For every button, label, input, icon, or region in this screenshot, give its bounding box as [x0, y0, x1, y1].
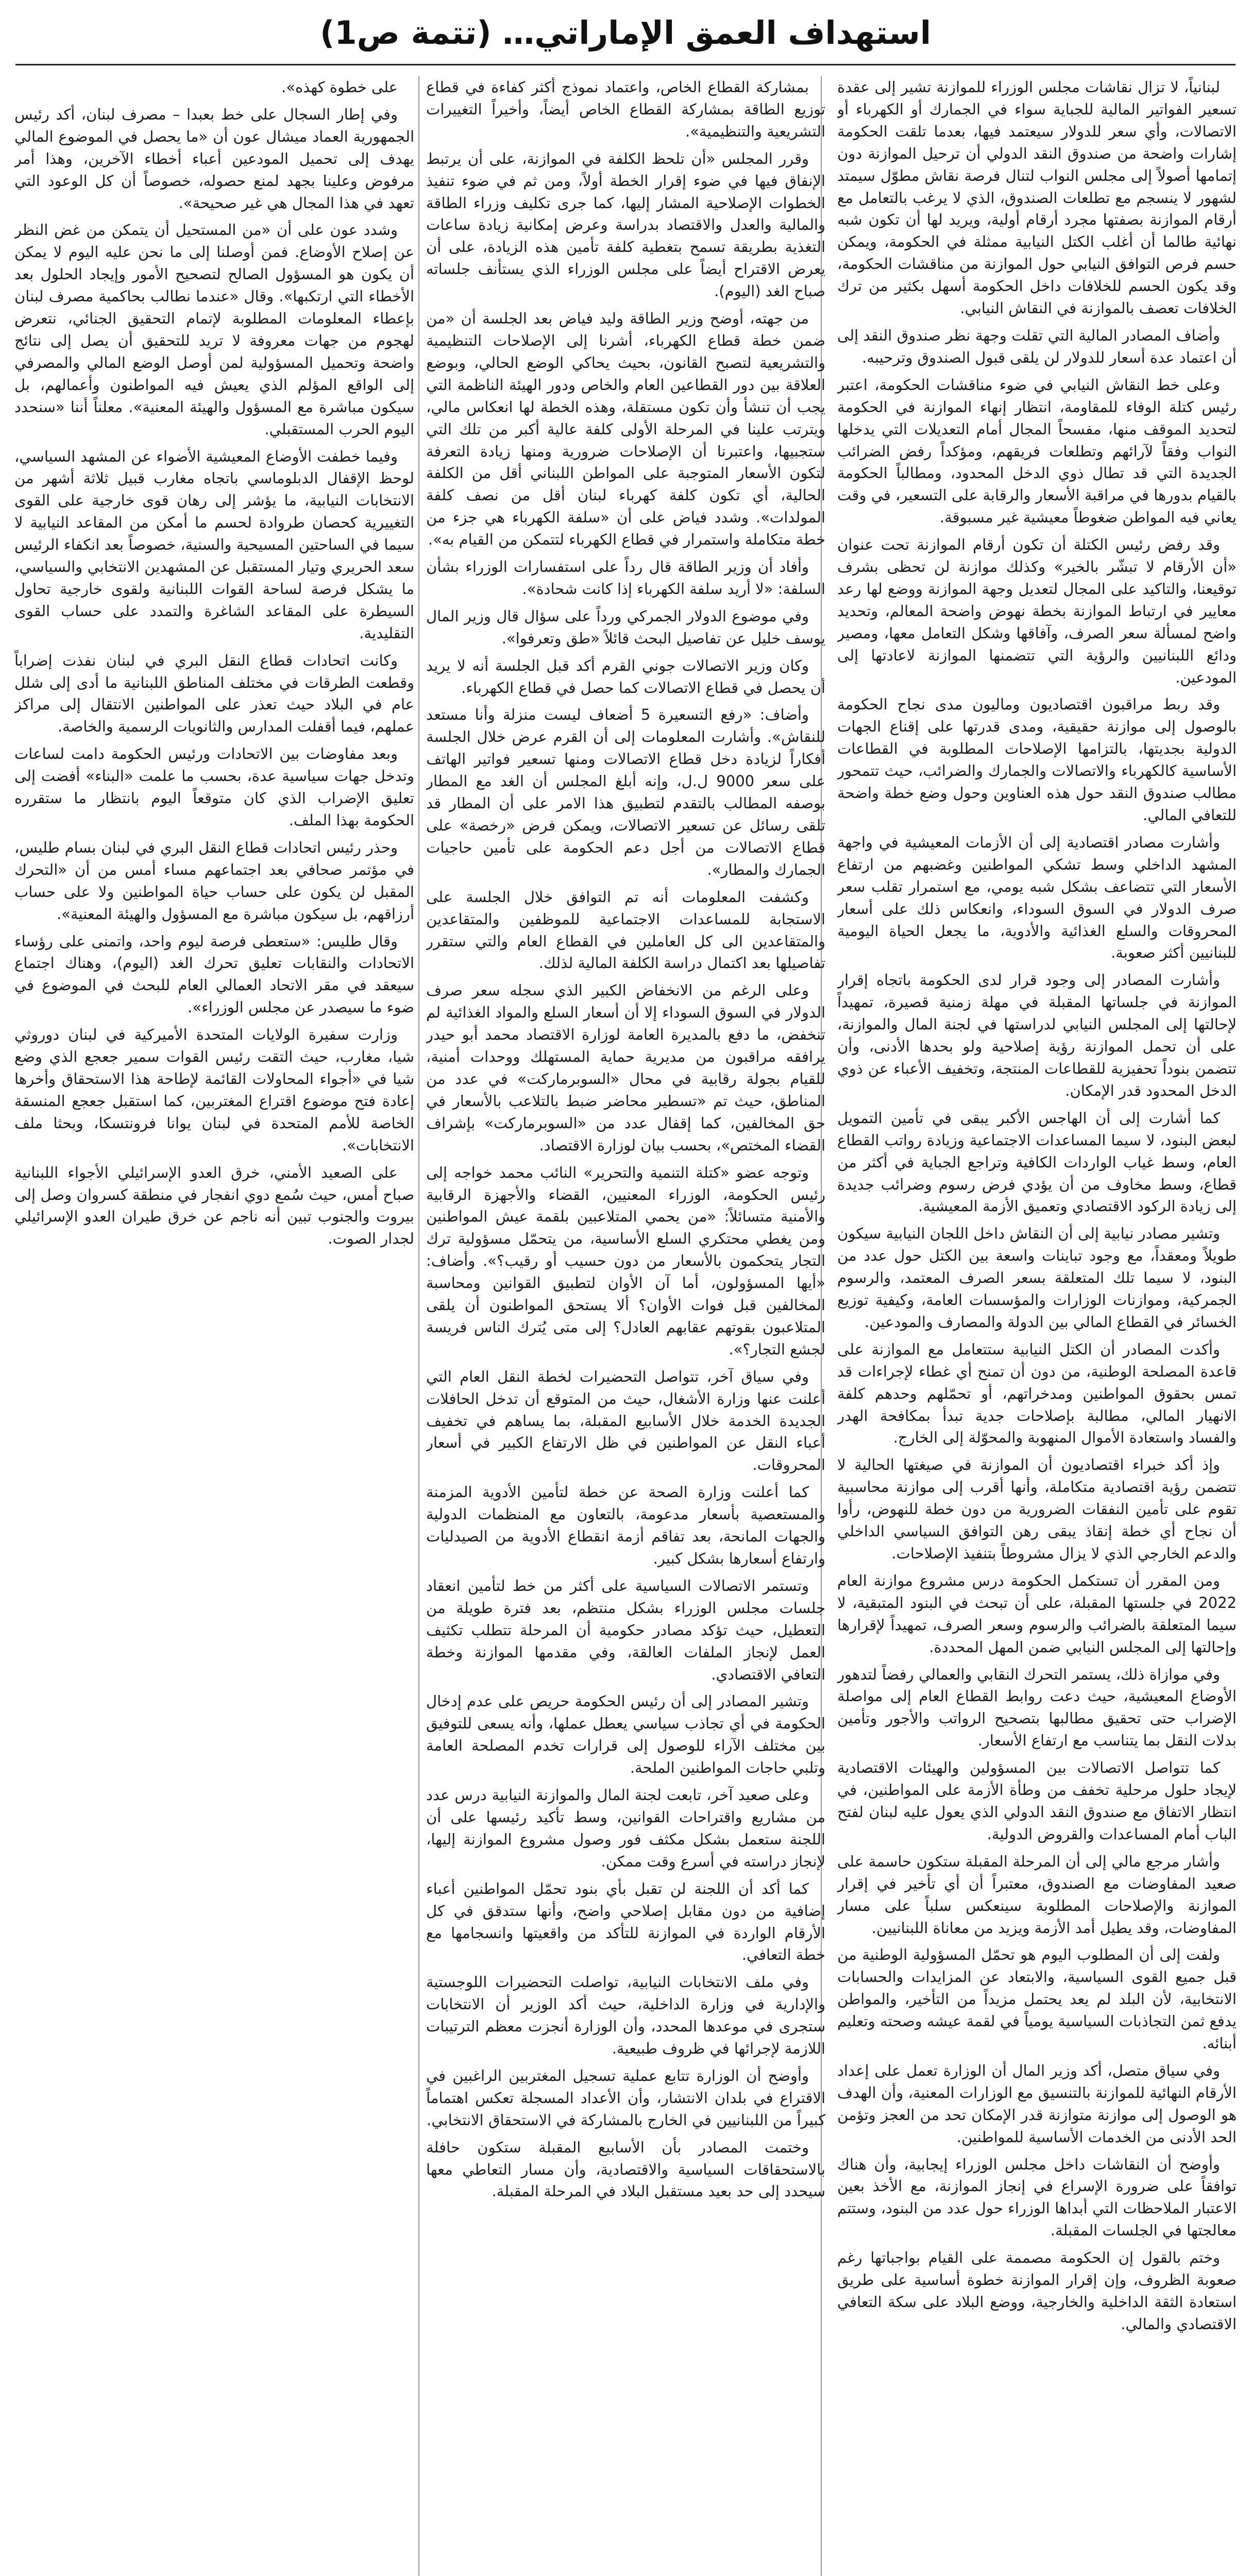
paragraph: وأشارت المصادر إلى وجود قرار لدى الحكومة باتجاه إقرار الموازنة في جلساتها المقبلة في مهلة زمنية قصيرة، تمهيداً لإحالتها إلى المجلس النيابي لدراستها في لجنة المال والموازنة، على أن تحمل الموازنة رؤية إصلاحية ولو بحدها الأدنى، وأن تتضمن بنوداً تحفيزية للقطاعات المنتجة، وتخفيف الأعباء عن ذوي الدخل المحدود قدر الإمكان. [837, 971, 1237, 1099]
paragraph: وقد ربط مراقبون اقتصاديون وماليون مدى نجاح الحكومة بالوصول إلى موازنة حقيقية، ومدى قدرتها على إقناع الجهات الدولية بجديتها، بالتزامها الإصلاحات المطلوبة في القطاعات الأساسية كالكهرباء والاتصالات والجمارك والضرائب، حيث تتمحور مطالب صندوق النقد حول هذه العناوين وحول وضع خطة واضحة للتعافي المالي. [837, 696, 1237, 824]
paragraph: وزارت سفيرة الولايات المتحدة الأميركية في لبنان دوروثي شيا، مغارب، حيث التقت رئيس القوات سمير جعجع الذي وضع شيا في «أجواء المحاولات القائمة لإطاحة هذا الاستحقاق وأخرها إعادة فتح موضوع اقتراع المغتربين، كما استقبل جعجع المنسقة الخاصة للأمم المتحدة في لبنان يوانا فرونتسكا، وبحثا ملف الانتخابات». [14, 1026, 414, 1154]
paragraph: وكشفت المعلومات أنه تم التوافق خلال الجلسة على الاستجابة للمساعدات الاجتماعية للموظفين والمتقاعدين والمتقاعدين الى كل العاملين في القطاع العام والتي ستقرر تفاصيلها بعد اكتمال دراسة الكلفة المالية لذلك. [426, 888, 825, 972]
paragraph: كما أكد أن اللجنة لن تقبل بأي بنود تحمّل المواطنين أعباء إضافية من دون مقابل إصلاحي واضح، وأنها ستدقق في كل الأرقام الواردة في الموازنة للتأكد من واقعيتها وانسجامها مع خطة التعافي. [426, 1879, 825, 1964]
paragraph: وفي موضوع الدولار الجمركي ورداً على سؤال قال وزير المال يوسف خليل عن تفاصيل البحث قائلاً «طق وتعرفوا». [426, 607, 825, 647]
text-column-middle [426, 76, 825, 2576]
text-column-right [837, 76, 1237, 2576]
paragraph: وأشار مرجع مالي إلى أن المرحلة المقبلة ستكون حاسمة على صعيد المفاوضات مع الصندوق، معتبراً أن أي تأخير في إقرار الموازنة والإصلاحات المطلوبة سينعكس سلباً على مسار المفاوضات، وقد يطيل أمد الأزمة ويزيد من معاناة اللبنانيين. [837, 1852, 1237, 1937]
paragraph: ولفت إلى أن المطلوب اليوم هو تحمّل المسؤولية الوطنية من قبل جميع القوى السياسية، والابتعاد عن المزايدات والحسابات الانتخابية، لأن البلد لم يعد يحتمل مزيداً من التأخير، والمواطن يدفع ثمن التجاذبات السياسية يومياً في لقمة عيشه وصحته وتعليم أبنائه. [837, 1946, 1237, 2053]
paragraph: وتشير مصادر نيابية إلى أن النقاش داخل اللجان النيابية سيكون طويلاً ومعقداً، مع وجود تباينات واسعة بين الكتل حول عدد من البنود، لا سيما تلك المتعلقة بسعر الصرف المعتمد، والرسوم الجمركية، وموازنات الوزارات والمؤسسات العامة، وكيفية توزيع الخسائر في القطاع المالي بين الدولة والمصارف والمودعين. [837, 1225, 1237, 1331]
paragraph: وفي موازاة ذلك، يستمر التحرك النقابي والعمالي رفضاً لتدهور الأوضاع المعيشية، حيث دعت روابط القطاع العام إلى مواصلة الإضراب حتى تحقيق مطالبها بتصحيح الرواتب والأجور وتأمين بدلات النقل بما يتناسب مع ارتفاع الأسعار. [837, 1665, 1237, 1750]
paragraph: وعلى الرغم من الانخفاض الكبير الذي سجله سعر صرف الدولار في السوق السوداء إلا أن أسعار السلع والمواد الغذائية لم تنخفض، ما دفع بالمديرة العامة لوزارة الاقتصاد محمد أبو حيدر يرافقه مراقبون من مديرية حماية المستهلك ووحدات أمنية، للقيام بجولة رقابية في محال «السوبرماركت» في عدد من المناطق، حيث تم «تسطير محاضر ضبط بالتلاعب بالأسعار في حق المخالفين، كما إقفال عدد من «السوبرماركت» بإشراف القضاء المختص»، بحسب بيان لوزارة الاقتصاد. [426, 981, 825, 1154]
paragraph: لبنانياً، لا تزال نقاشات مجلس الوزراء للموازنة تشير إلى عقدة تسعير الفواتير المالية للجباية سواء في الجمارك أو الكهرباء أو الاتصالات، وأي سعر للدولار سيعتمد فيها، بعدما تلقت الحكومة إشارات واضحة من صندوق النقد الدولي أن ترحيل الموازنة دون إتمامها أصولاً إلى مجلس النواب لتنال فرصة نقاش مطوّل سيمتد لشهور لا ينسجم مع تطلعات الصندوق، الذي لا يرغب بالتعامل مع أرقام الموازنة بصفتها مجرد أرقام أولية، ويريد لها أن تكون شبه نهائية طالما أن أغلب الكتل النيابية ممثلة في الحكومة، ويمكن حسم فرص التوافق النيابي حول الموازنة من مناقشات الحكومة، وقد يكون الحسم للخلافات داخل الحكومة أسهل بكثير من ترك الخلافات تعصف بالموازنة في النقاش النيابي. [837, 78, 1237, 317]
paragraph: من جهته، أوضح وزير الطاقة وليد فياض بعد الجلسة أن «من ضمن خطة قطاع الكهرباء، أشرنا إلى الإصلاحات التنظيمية والتشريعية لتصبح القانون، بحيث يحاكي الوضع الحالي، وبوضع العلاقة بين دور القطاعين العام والخاص ودور الهيئة الناظمة التي يجب أن تنشأ وأن تكون مستقلة، وهذه الخطة لها انعكاس مالي، ويترتب علينا في المرحلة الأولى كلفة عالية أكبر من تلك التي ستجبيها، واعتبرنا أن الإصلاحات ضرورية ومنها زيادة التعرفة لتكون الأسعار المتوجبة على المواطن اللبناني أقل من الكلفة الحالية، أي تكون كلفة كهرباء لبنان أقل من نصف كلفة المولدات». وشدد فياض على أن «سلفة الكهرباء هي جزء من خطة متكاملة واستمرار في قطاع الكهرباء لتتمكن من القيام به». [426, 310, 825, 549]
article-body [0, 76, 1251, 2576]
paragraph: وقرر المجلس «أن تلحظ الكلفة في الموازنة، على أن يرتبط الإنفاق فيها في ضوء إقرار الخطة أولاً، ومن ثم في ضوء تنفيذ الخطوات الإصلاحية المشار إليها، كما جرى تكليف وزراء الطاقة والمالية والعدل والاقتصاد بدراسة وعرض إمكانية زيادة ساعات التغذية بطريقة تسمح بتغطية كلفة تأمين هذه الزيادة، على أن يعرض الاقتراح أيضاً على مجلس الوزراء الذي يستأنف جلساته صباح الغد (اليوم). [426, 149, 825, 300]
paragraph: وفي إطار السجال على خط بعبدا – مصرف لبنان، أكد رئيس الجمهورية العماد ميشال عون أن «ما يحصل في الموضوع المالي يهدف إلى تحميل المودعين أعباء أخطاء الآخرين، وهذا أمر مرفوض وعلينا بجهد لمنع حصوله، خصوصاً أن كل الوعود التي تعهد في هذا المجال هي غير صحيحة». [14, 105, 414, 212]
paragraph: بمشاركة القطاع الخاص، واعتماد نموذج أكثر كفاءة في قطاع توزيع الطاقة بمشاركة القطاع الخاص أيضاً، وأخيراً التغييرات التشريعية والتنظيمية». [426, 78, 825, 140]
paragraph: وأوضح أن النقاشات داخل مجلس الوزراء إيجابية، وأن هناك توافقاً على ضرورة الإسراع في إنجاز الموازنة، مع الأخذ بعين الاعتبار الملاحظات التي أبداها الوزراء حول عدد من البنود، وستتم معالجتها في الجلسات المقبلة. [837, 2155, 1237, 2240]
paragraph: وأفاد أن وزير الطاقة قال رداً على استفسارات الوزراء بشأن السلفة: «لا أريد سلفة الكهرباء إذا كانت شحادة». [426, 558, 825, 598]
paragraph: وكانت اتحادات قطاع النقل البري في لبنان نفذت إضراباً وقطعت الطرقات في مختلف المناطق اللبنانية ما أدى إلى شلل عام في البلاد حيث تعذر على المواطنين الانتقال إلى مراكز عملهم، فيما أقفلت المدارس والثانويات الرسمية والخاصة. [14, 651, 414, 736]
paragraph: وفي سياق متصل، أكد وزير المال أن الوزارة تعمل على إعداد الأرقام النهائية للموازنة بالتنسيق مع الوزارات المعنية، وأن الهدف هو الوصول إلى موازنة متوازنة قدر الإمكان تحد من العجز وتؤمن الحد الأدنى من الخدمات الأساسية للمواطنين. [837, 2061, 1237, 2146]
paragraph: وأشارت مصادر اقتصادية إلى أن الأزمات المعيشية في واجهة المشهد الداخلي وسط تشكي المواطنين وغضبهم من ارتفاع الأسعار التي تتضاعف بشكل شبه يومي، مع استمرار تقلب سعر صرف الدولار في السوق السوداء، وانعكاس ذلك على أسعار المحروقات والسلع الغذائية والأدوية، ما يجعل الحياة اليومية للبنانيين أكثر صعوبة. [837, 833, 1237, 962]
paragraph: وعلى خط النقاش النيابي في ضوء مناقشات الحكومة، اعتبر رئيس كتلة الوفاء للمقاومة، انتظار إنهاء الموازنة في الحكومة لتحديد الموقف منها، مفسحاً المجال أمام التعديلات التي يدخلها النواب وفقاً لآرائهم وتطلعات فريقهم، ومؤكداً رفض الضرائب الجديدة التي قد تطال ذوي الدخل المحدود، ومطالباً الحكومة بالقيام بدورها في مراقبة الأسعار والرقابة على التسعير، في وقت يعاني فيه المواطن ضغوطاً معيشية غير مسبوقة. [837, 376, 1237, 527]
paragraph: ومن المقرر أن تستكمل الحكومة درس مشروع موازنة العام 2022 في جلستها المقبلة، على أن تبحث في البنود المتبقية، لا سيما المتعلقة بالضرائب والرسوم وسعر الصرف، تمهيداً لإقرارها وإحالتها إلى المجلس النيابي ضمن المهل المحددة. [837, 1571, 1237, 1656]
paragraph: وكان وزير الاتصالات جوني القرم أكد قبل الجلسة أنه لا يريد أن يحصل في قطاع الاتصالات كما حصل في قطاع الكهرباء. [426, 656, 825, 697]
headline-area [0, 4, 1251, 61]
paragraph: وختم بالقول إن الحكومة مصممة على القيام بواجباتها رغم صعوبة الظروف، وإن إقرار الموازنة خطوة أساسية على طريق استعادة الثقة الداخلية والخارجية، ووضع البلاد على سكة التعافي الاقتصادي والمالي. [837, 2249, 1237, 2333]
paragraph: وفيما خطفت الأوضاع المعيشية الأضواء عن المشهد السياسي، لوحظ الإقفال الدبلوماسي باتجاه مغارب قبيل ثلاثة أشهر من الانتخابات النيابية، ما يؤشر إلى رهان قوى خارجية على القوى التغييرية كحصان طروادة لحسم ما أمكن من المقاعد النيابية لا سيما في الساحتين المسيحية والسنية، خصوصاً بعد انكفاء الرئيس سعد الحريري وتيار المستقبل عن المشهدين الانتخابي والسياسي، ما يشكل فرصة لساحة القوات اللبنانية ولقوى خارجية تحاول السيطرة على المقاعد الشاغرة والتمدد على حساب القوى التقليدية. [14, 447, 414, 642]
paragraph: وحذر رئيس اتحادات قطاع النقل البري في لبنان بسام طليس، في مؤتمر صحافي بعد اجتماعهم مساء أمس من أن «التحرك المقبل لن يكون على حساب حياة المواطنين ولا على حساب أرزاقهم، بل سيكون مباشرة مع المسؤول والهيئة المعنية». [14, 838, 414, 923]
paragraph: وتستمر الاتصالات السياسية على أكثر من خط لتأمين انعقاد جلسات مجلس الوزراء بشكل منتظم، بعد فترة طويلة من التعطيل، حيث تؤكد مصادر حكومية أن المرحلة تتطلب تكثيف العمل لإنجاز الملفات العالقة، وفي مقدمها الموازنة وخطة التعافي الاقتصادي. [426, 1577, 825, 1683]
paragraph: وتوجه عضو «كتلة التنمية والتحرير» النائب محمد خواجه إلى رئيس الحكومة، الوزراء المعنيين، القضاء والأجهزة الرقابية والأمنية متسائلاً: «من يحمي المتلاعبين بلقمة عيش المواطنين ومن يغطي محتكري السلع الأساسية، من يتحمّل مسؤولية ترك التجار يتحكمون بالأسعار من دون حسيب أو رقيب؟». وأضاف: «أيها المسؤولون، أما آن الأوان لتطبيق القوانين ومحاسبة المخالفين قبل فوات الأوان؟ ألا يستحق المواطنون أن يلقى المتلاعبون بقوتهم عقابهم العادل؟ إلى متى يُترك الناس فريسة لجشع التجار؟». [426, 1163, 825, 1358]
paragraph: وفي سياق آخر، تتواصل التحضيرات لخطة النقل العام التي أعلنت عنها وزارة الأشغال، حيث من المتوقع أن تدخل الحافلات الجديدة الخدمة خلال الأسابيع المقبلة، بما يساهم في تخفيف أعباء النقل عن المواطنين في ظل الارتفاع الكبير في أسعار المحروقات. [426, 1367, 825, 1474]
paragraph: وعلى صعيد آخر، تابعت لجنة المال والموازنة النيابية درس عدد من مشاريع واقتراحات القوانين، وسط تأكيد رئيسها على أن اللجنة ستعمل بشكل مكثف فور وصول مشروع الموازنة إليها، لإنجاز دراسته في أسرع وقت ممكن. [426, 1786, 825, 1870]
paragraph: وفي ملف الانتخابات النيابية، تواصلت التحضيرات اللوجستية والإدارية في وزارة الداخلية، حيث أكد الوزير أن الانتخابات ستجرى في موعدها المحدد، وأن الوزارة أنجزت معظم الترتيبات اللازمة لإجرائها في ظروف طبيعية. [426, 1973, 825, 2058]
paragraph: وقال طليس: «ستعطى فرصة ليوم واحد، واتمنى على رؤساء الاتحادات والنقابات تعليق تحرك الغد (اليوم)، وهناك اجتماع سيعقد في مقر الاتحاد العمالي العام للبحث في الموضوع في ضوء ما سيصدر عن مجلس الوزراء». [14, 932, 414, 1016]
paragraph: وختمت المصادر بأن الأسابيع المقبلة ستكون حافلة بالاستحقاقات السياسية والاقتصادية، وأن مسار التعاطي معها سيحدد إلى حد بعيد مستقبل البلاد في المرحلة المقبلة. [426, 2138, 825, 2200]
paragraph: على خطوة كهذه». [281, 78, 398, 96]
paragraph: وشدد عون على أن «من المستحيل أن يتمكن من غض النظر عن إصلاح الأوضاع. فمن أوصلنا إلى ما نحن عليه اليوم لا يمكن أن يكون هو المسؤول الصالح لتصحيح الأمور وإيجاد الحلول بعد الأخطاء التي ارتكبها». وقال «عندما نطالب بحاكمية مصرف لبنان بإعطاء المعلومات المطلوبة لإتمام التحقيق الجنائي، نتعرض لهجوم من جهات معروفة لا تريد للتحقيق أن يصل إلى نتائج واضحة وتحميل المسؤولية لمن أوصل الوضع المالي والمصرفي إلى الواقع المؤلم الذي يعيش فيه المواطنون وأعمالهم، بل سيكون مباشرة مع المسؤول والهيئة المعنية». معلناً أننا «سنحدد اليوم الحرب المستقبلي. [14, 221, 414, 438]
paragraph: كما أشارت إلى أن الهاجس الأكبر يبقى في تأمين التمويل لبعض البنود، لا سيما المساعدات الاجتماعية وزيادة رواتب القطاع العام، وسط غياب الواردات الكافية وتراجع الجباية في أكثر من قطاع، وسط مخاوف من أن يؤدي فرض رسوم وضرائب جديدة إلى زيادة الركود الاقتصادي وتعميق الأزمة المعيشية. [837, 1109, 1237, 1215]
paragraph: وبعد مفاوضات بين الاتحادات ورئيس الحكومة دامت لساعات وتدخل جهات سياسية عدة، بحسب ما علمت «البناء» أفضت إلى تعليق الإضراب الذي كان متوقعاً اليوم بانتظار ما ستقرره الحكومة بهذا الملف. [14, 745, 414, 829]
paragraph: وأضاف المصادر المالية التي تقلت وجهة نظر صندوق النقد إلى أن اعتماد عدة أسعار للدولار لن يلقى قبول الصندوق وترحيبه. [837, 326, 1237, 366]
paragraph: وإذ أكد خبراء اقتصاديون أن الموازنة في صيغتها الحالية لا تتضمن رؤية اقتصادية متكاملة، وأنها أقرب إلى موازنة محاسبية تقوم على تأمين النفقات الضرورية من دون خطة للنهوض، رأوا أن نجاح أي خطة إنقاذ يبقى رهن التوافق السياسي الداخلي والدعم الخارجي الذي لا يزال مشروطاً بتنفيذ الإصلاحات. [837, 1456, 1237, 1562]
paragraph: وأضاف: «رفع التسعيرة 5 أضعاف ليست منزلة وأنا مستعد للنقاش». وأشارت المعلومات إلى أن القرم عرض خلال الجلسة أفكاراً لزيادة دخل قطاع الاتصالات ومنها تسعير فواتير الهاتف على سعر 9000 ل.ل، وإنه أبلغ المجلس أن الغد مع المطار بوصفه المطالب بالتقدم لتطبيق هذا الامر على أن المطار قد تلقى رسائل عن تسعير الاتصالات، ويمكن فرض «رخصة» على قطاع الاتصالات من أجل دعم الحكومة على تأمين حاجيات الجمارك والمطار». [426, 706, 825, 878]
text-column-left [14, 76, 414, 2576]
paragraph: وتشير المصادر إلى أن رئيس الحكومة حريص على عدم إدخال الحكومة في أي تجاذب سياسي يعطل عملها، وأنه يسعى للتوفيق بين مختلف الآراء للوصول إلى قرارات تخدم المصلحة العامة وتلبي حاجات المواطنين الملحة. [426, 1692, 825, 1777]
paragraph: وأوضح أن الوزارة تتابع عملية تسجيل المغتربين الراغبين في الاقتراع في بلدان الانتشار، وأن الأعداد المسجلة تعكس اهتماماً كبيراً من اللبنانيين في الخارج بالمشاركة في الاستحقاق الانتخابي. [426, 2066, 825, 2129]
headline-rule [15, 64, 1236, 65]
article-headline: استهداف العمق الإماراتي… (تتمة ص1) [320, 13, 931, 52]
paragraph: كما تتواصل الاتصالات بين المسؤولين والهيئات الاقتصادية لإيجاد حلول مرحلية تخفف من وطأة الأزمة على المواطنين، في انتظار الاتفاق مع صندوق النقد الدولي الذي يعول عليه لبنان لفتح الباب أمام المساعدات والقروض الدولية. [837, 1759, 1237, 1843]
paragraph: على الصعيد الأمني، خرق العدو الإسرائيلي الأجواء اللبنانية صباح أمس، حيث سُمع دوي انفجار في منطقة كسروان وصل إلى بيروت والجنوب تبين أنه ناجم عن خرق طيران العدو الإسرائيلي لجدار الصوت. [14, 1163, 414, 1248]
paragraph: وقد رفض رئيس الكتلة أن تكون أرقام الموازنة تحت عنوان «أن الأرقام لا تبشّر بالخير» وكذلك موازنة لن تحظى بشرف توقيعنا، والتاكيد على المجال لتعديل وجهة الموازنة ووضع لها رعد معايير في ارتباط الموازنة بخطة نهوض واضحة المعالم، وتحديد واضح لمسألة سعر الصرف، وآفاقها وشكل التعامل معها، ومصير ودائع اللبنانيين والرؤية التي تتضمنها الموازنة لاعادتها إلى المودعين. [837, 536, 1237, 686]
paragraph: وأكدت المصادر أن الكتل النيابية ستتعامل مع الموازنة على قاعدة المصلحة الوطنية، من دون أن تمنح أي غطاء لإجراءات قد تمس بحقوق المواطنين ومدخراتهم، أو تحمّلهم وحدهم كلفة الانهيار المالي، مطالبة بإصلاحات جدية تبدأ بمكافحة الهدر والفساد واستعادة الأموال المنهوبة والمحوّلة إلى الخارج. [837, 1340, 1237, 1447]
paragraph: كما أعلنت وزارة الصحة عن خطة لتأمين الأدوية المزمنة والمستعصية بأسعار مدعومة، بالتعاون مع المنظمات الدولية والجهات المانحة، بعد تفاقم أزمة انقطاع الأدوية من الصيدليات وارتفاع أسعارها بشكل كبير. [426, 1483, 825, 1567]
